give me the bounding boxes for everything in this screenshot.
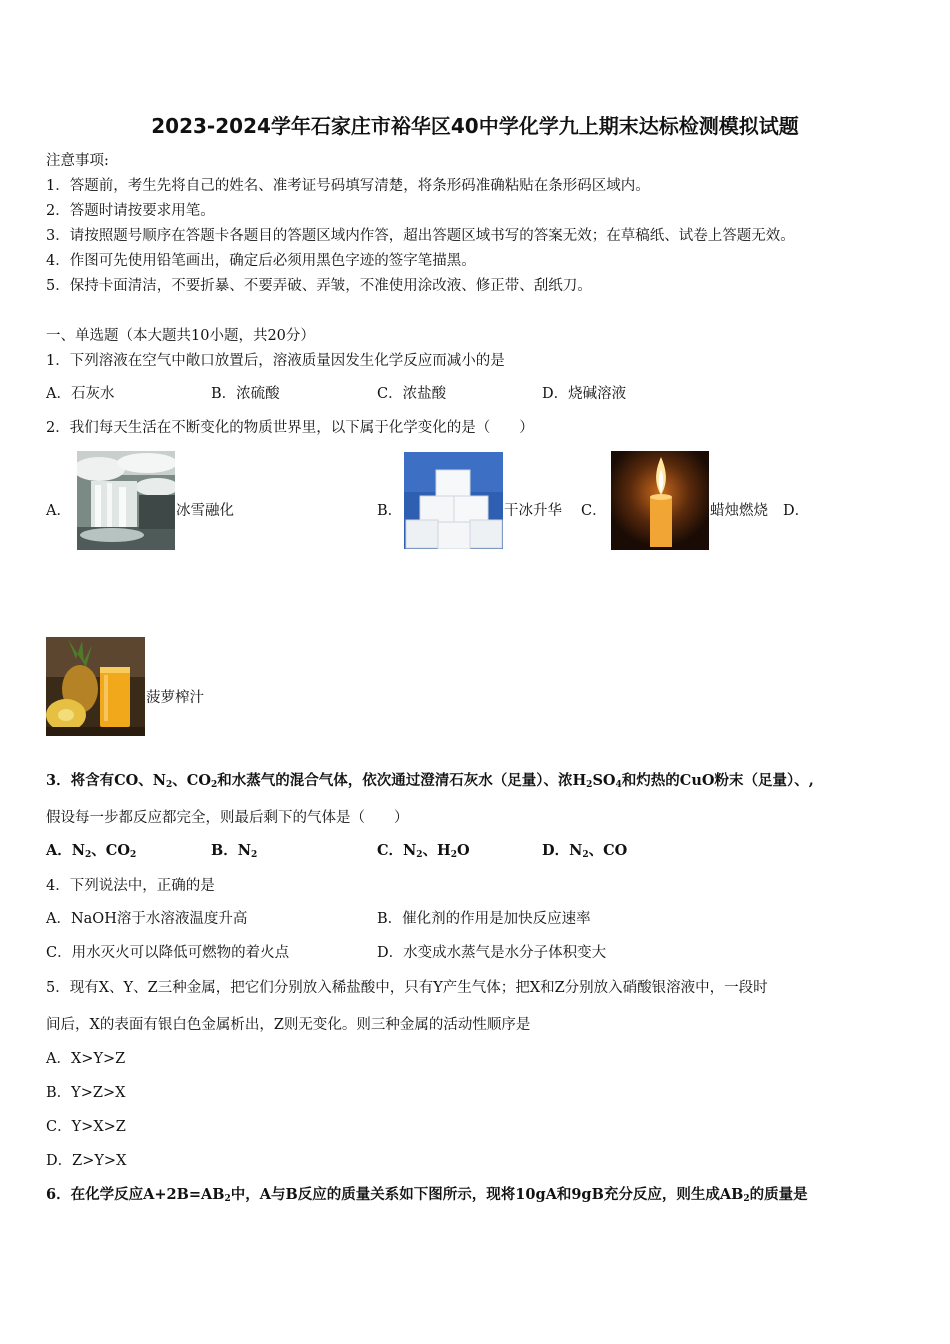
q2-option-b-letter: B． [377, 503, 403, 519]
q3-option-d [542, 841, 627, 861]
q3-text: A．N [46, 842, 86, 859]
q3-option-c [377, 841, 470, 861]
q3-text: O [457, 842, 470, 859]
subscript: 2 [166, 780, 173, 790]
q3-text: SO [592, 772, 616, 789]
q3-text: B．N [211, 842, 252, 859]
question-1-stem: 1．下列溶液在空气中敞口放置后，溶液质量因发生化学反应而减小的是 [46, 353, 505, 369]
q2-option-d-text: 菠萝榨汁 [146, 690, 204, 706]
q3-option-a [46, 841, 136, 861]
q3-option-b [211, 841, 257, 861]
q2-option-d-letter: D． [783, 503, 810, 519]
exam-title: 2023-2024学年石家庄市裕华区40中学化学九上期末达标检测模拟试题 [151, 114, 799, 138]
q2-option-a-text: 冰雪融化 [176, 503, 234, 519]
notice-item: 3．请按照题号顺序在答题卡各题目的答题区域内作答，超出答题区域书写的答案无效；在草稿纸、试卷上答题无效。 [46, 228, 795, 244]
q1-option-a: A．石灰水 [46, 386, 115, 402]
q4-option-a: A．NaOH溶于水溶液温度升高 [46, 911, 248, 927]
q3-text: 和灼热的CuO粉末（足量）、, [621, 772, 814, 789]
pineapple-juice-image [46, 637, 145, 736]
notice-item: 4．作图可先使用铅笔画出，确定后必须用黑色字迹的签字笔描黑。 [46, 253, 476, 269]
subscript: 2 [582, 850, 589, 860]
q4-option-c: C．用水灭火可以降低可燃物的着火点 [46, 945, 290, 961]
q3-text: C．N [377, 842, 417, 859]
q3-text: 、CO [91, 842, 130, 859]
question-5-line-2: 间后，X的表面有银白色金属析出，Z则无变化。则三种金属的活动性顺序是 [46, 1017, 531, 1033]
question-3-line-2: 假设每一步都反应都完全，则最后剩下的气体是（ ） [46, 810, 409, 826]
q3-text: 3．将含有CO、N [46, 772, 167, 789]
subscript: 2 [743, 1194, 750, 1204]
q2-option-a-letter: A． [46, 503, 71, 519]
ice-snow-melting-image [77, 451, 175, 550]
q3-text: 、CO [172, 772, 211, 789]
q5-option-b: B．Y>Z>X [46, 1085, 126, 1101]
subscript: 2 [251, 850, 258, 860]
subscript: 4 [615, 780, 622, 790]
q3-text: 、CO [588, 842, 628, 859]
question-4-stem: 4．下列说法中，正确的是 [46, 878, 215, 894]
question-2-stem: 2．我们每天生活在不断变化的物质世界里，以下属于化学变化的是（ ） [46, 420, 534, 436]
subscript: 2 [129, 850, 137, 860]
q5-option-a: A．X>Y>Z [46, 1051, 126, 1067]
q4-option-b: B．催化剂的作用是加快反应速率 [377, 911, 591, 927]
q3-text: 、H [422, 842, 451, 859]
question-6-stem [46, 1185, 808, 1205]
q6-text: 6．在化学反应A+2B=AB [46, 1186, 225, 1203]
q6-text: 中，A与B反应的质量关系如下图所示，现将10gA和9gB充分反应，则生成AB [230, 1186, 744, 1203]
subscript: 2 [416, 850, 423, 860]
subscript: 2 [85, 850, 92, 860]
question-5-line-1: 5．现有X、Y、Z三种金属，把它们分别放入稀盐酸中，只有Y产生气体；把X和Z分别放入硝酸银溶液中，一段时 [46, 980, 768, 996]
q2-option-c-text: 蜡烛燃烧 [710, 503, 768, 519]
candle-burning-image [611, 451, 709, 550]
q5-option-c: C．Y>X>Z [46, 1119, 126, 1135]
q1-option-b: B．浓硫酸 [211, 386, 280, 402]
subscript: 2 [210, 780, 218, 790]
notice-item: 1．答题前，考生先将自己的姓名、准考证号码填写清楚，将条形码准确粘贴在条形码区域内。 [46, 178, 650, 194]
q2-option-b-text: 干冰升华 [504, 503, 562, 519]
question-3-line-1 [46, 771, 814, 791]
subscript: 2 [586, 780, 593, 790]
section-heading: 一、单选题（本大题共10小题，共20分） [46, 328, 315, 344]
notice-heading: 注意事项: [46, 153, 109, 169]
subscript: 2 [224, 1194, 231, 1204]
q1-option-d: D．烧碱溶液 [542, 386, 627, 402]
dry-ice-image [404, 452, 503, 549]
q6-text: 的质量是 [749, 1186, 808, 1203]
notice-item: 5．保持卡面清洁，不要折暴、不要弄破、弄皱，不准使用涂改液、修正带、刮纸刀。 [46, 278, 592, 294]
q2-option-c-letter: C． [581, 503, 607, 519]
q1-option-c: C．浓盐酸 [377, 386, 447, 402]
subscript: 2 [450, 850, 458, 860]
notice-item: 2．答题时请按要求用笔。 [46, 203, 215, 219]
q3-text: D．N [542, 842, 583, 859]
q4-option-d: D．水变成水蒸气是水分子体积变大 [377, 945, 607, 961]
q3-text: 和水蒸气的混合气体，依次通过澄清石灰水（足量）、浓H [217, 772, 587, 789]
q5-option-d: D．Z>Y>X [46, 1153, 127, 1169]
